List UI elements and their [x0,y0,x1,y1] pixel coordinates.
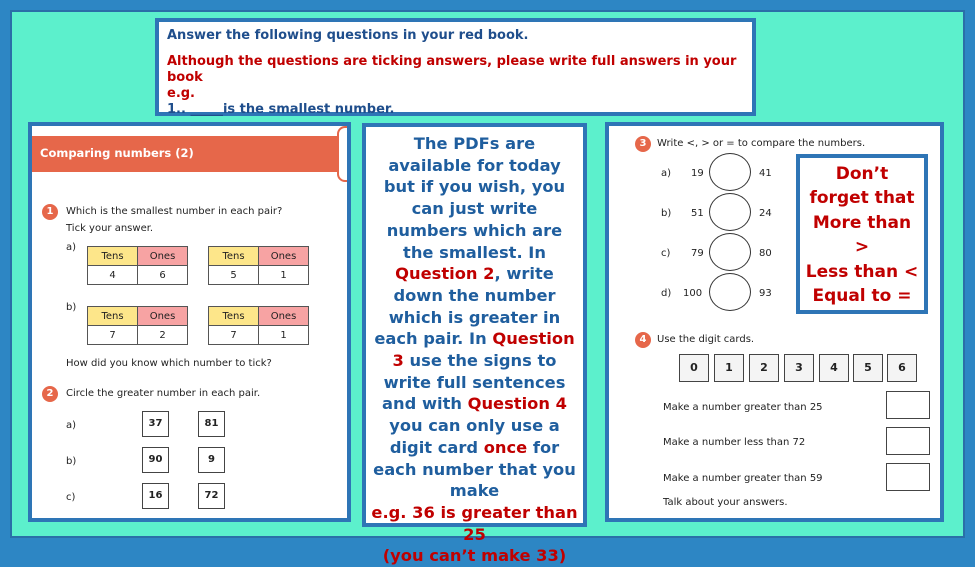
q3-left-number: 19 [691,168,704,179]
q3-right-number: 41 [759,168,772,179]
tens-header: Tens [88,247,138,266]
q2-part-label: c) [66,492,76,503]
reminder-line: Less than < [805,261,919,282]
question-2-badge: 2 [42,386,58,402]
instruction-line-4: 1.. _____is the smallest number. [167,102,395,117]
question-1-badge: 1 [42,204,58,220]
instructions-panel [155,18,756,116]
tens-ones-table [208,306,309,345]
note-example: e.g. 36 is greater than 25 [371,502,578,544]
q3-row-label: a) [661,168,672,179]
question-2-text: Circle the greater number in each pair. [66,388,261,399]
answer-box[interactable] [886,427,930,455]
tens-value: 4 [88,266,138,285]
question-4-badge: 4 [635,332,651,348]
tens-ones-table [208,246,309,285]
digit-card[interactable]: 3 [784,354,814,382]
number-box[interactable]: 72 [198,483,225,509]
worksheet-title: Comparing numbers (2) [40,146,194,160]
task-text: Make a number greater than 25 [663,402,823,413]
note-question-2: Question 2 [395,264,495,284]
symbol-reminder-box [796,154,928,314]
teacher-note [362,123,587,566]
ones-header: Ones [138,247,188,266]
task-text: Make a number greater than 59 [663,473,823,484]
reminder-line: More than [812,212,912,233]
part-b-label: b) [66,302,77,313]
tens-header: Tens [88,307,138,326]
q2-part-label: a) [66,420,77,431]
ones-header: Ones [259,307,309,326]
number-box[interactable]: 37 [142,411,169,437]
digit-card[interactable]: 0 [679,354,709,382]
worksheet-title-bar [32,136,347,172]
q2-part-label: b) [66,456,77,467]
ones-header: Ones [138,307,188,326]
ones-value: 1 [259,326,309,345]
question-4-text: Use the digit cards. [657,334,755,345]
tens-header: Tens [209,247,259,266]
note-question-3: Question 3 [392,329,575,371]
note-text: , write down the number which is greater in each pair. In [374,264,561,349]
note-text: use the signs to write full sentences and with [382,351,566,414]
q3-row-label: d) [661,288,672,299]
question-1-subtext: Tick your answer. [66,223,154,234]
answer-box[interactable] [886,463,930,491]
question-3-badge: 3 [635,136,651,152]
question-1-footer: How did you know which number to tick? [66,358,272,369]
q3-row-label: c) [661,248,671,259]
number-box[interactable]: 16 [142,483,169,509]
tens-ones-table [87,246,188,285]
ones-value: 6 [138,266,188,285]
q3-right-number: 93 [759,288,772,299]
reminder-line: Equal to = [812,286,912,307]
tens-header: Tens [209,307,259,326]
reminder-line: > [854,237,870,258]
digit-card[interactable]: 5 [853,354,883,382]
compare-circle[interactable] [709,273,751,311]
tens-value: 7 [209,326,259,345]
number-box[interactable]: 90 [142,447,169,473]
instruction-line-3: e.g. [167,86,195,101]
number-box[interactable]: 81 [198,411,225,437]
ones-value: 2 [138,326,188,345]
digit-card[interactable]: 6 [887,354,917,382]
page-tab [337,126,351,182]
part-a-label: a) [66,242,77,253]
note-text: for each number that you make [373,437,576,501]
note-text: The PDFs are available for today but if you wish, you can just write numbers which are the smallest. In [383,134,566,262]
question-1-text: Which is the smallest number in each pair? [66,206,283,217]
tens-value: 7 [88,326,138,345]
note-question-4: Question 4 [467,394,567,414]
digit-card[interactable]: 1 [714,354,744,382]
q3-left-number: 100 [683,288,703,299]
q3-row-label: b) [661,208,672,219]
q3-right-number: 80 [759,248,772,259]
question-3-text: Write <, > or = to compare the numbers. [657,138,866,149]
worksheet-footer: Talk about your answers. [663,497,788,508]
note-once: once [483,437,528,457]
reminder-line: Don’t [835,164,889,184]
digit-card[interactable]: 2 [749,354,779,382]
reminder-line: forget that [809,188,915,209]
worksheet-right [605,122,944,522]
task-text: Make a number less than 72 [663,437,806,448]
digit-card[interactable]: 4 [819,354,849,382]
compare-circle[interactable] [709,153,751,191]
ones-header: Ones [259,247,309,266]
instruction-line-2: Although the questions are ticking answers, please write full answers in your book [167,54,737,85]
tens-value: 5 [209,266,259,285]
worksheet-left [28,122,351,522]
tens-ones-table [87,306,188,345]
answer-box[interactable] [886,391,930,419]
q3-right-number: 24 [759,208,772,219]
ones-value: 1 [259,266,309,285]
instruction-line-1: Answer the following questions in your red book. [167,28,529,43]
compare-circle[interactable] [709,193,751,231]
number-box[interactable]: 9 [198,447,225,473]
compare-circle[interactable] [709,233,751,271]
q3-left-number: 51 [691,208,704,219]
note-text: you can only use a digit card [389,416,560,457]
q3-left-number: 79 [691,248,704,259]
note-example-caveat: (you can’t make 33) [382,546,567,566]
